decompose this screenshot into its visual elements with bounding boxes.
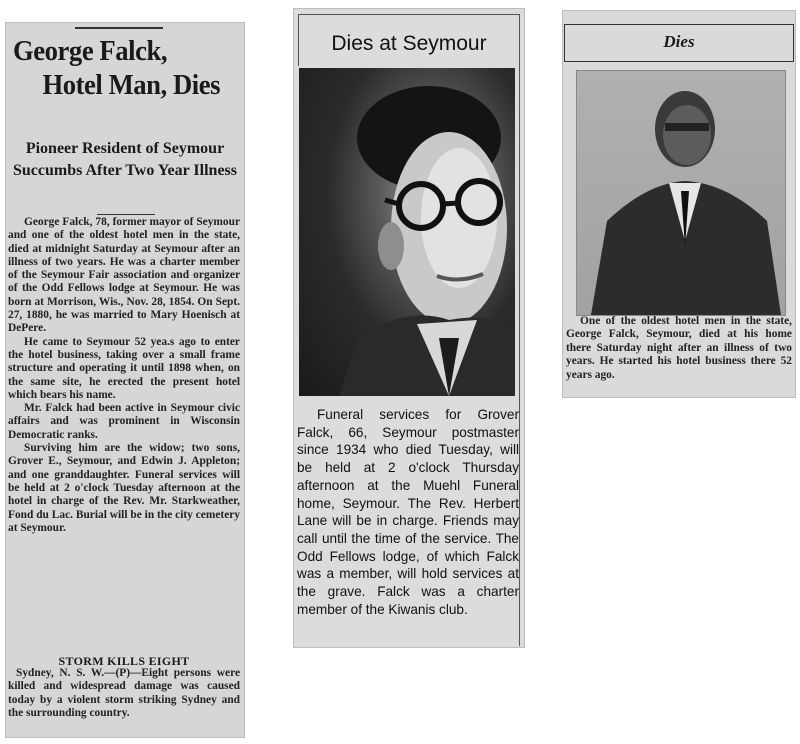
top-rule	[75, 27, 163, 29]
portrait-drawing	[577, 71, 785, 315]
storm-text: Sydney, N. S. W.—(P)—Eight persons were killed and widespread damage was caused today by a violent storm striking Sydney and the surrounding country.	[8, 667, 240, 719]
headline	[13, 34, 226, 102]
frame-line	[298, 14, 520, 15]
divider-rule	[97, 214, 155, 215]
portrait-photo	[299, 68, 515, 396]
caption-text: One of the oldest hotel men in the state, George Falck, Seymour, died at his home there Saturday night after an illness of two years. He started his hotel business there 52 years ago.	[566, 315, 792, 381]
portrait-photo	[576, 70, 786, 316]
article-body	[8, 216, 240, 535]
paragraph: Surviving him are the widow; two sons, Grover E., Seymour, and Edwin J. Appleton; and one granddaughter. Funeral services will be held at 2 o'clock Tuesday afternoon at the hotel in charge of the Rev. Mr. Starkweather, Fond du Lac. Burial will be in the city cemetery at Seymour.	[8, 442, 240, 534]
frame-line	[519, 14, 520, 646]
headline: Dies	[663, 32, 695, 51]
paragraph: George Falck, 78, former mayor of Seymour and one of the oldest hotel men in the state, died at midnight Saturday at Seymour after an illness of two years. He was a charter member of the Seymour Fair association and organizer of the Odd Fellows lodge at Seymour. He was born at Morrison, Wis., Nov. 28, 1854. On Sept. 27, 1880, he was married to Mary Hoenisch at DePere.	[8, 216, 240, 335]
portrait-drawing	[299, 68, 515, 396]
storm-headline: STORM KILLS EIGHT	[58, 654, 190, 668]
article-body	[297, 406, 519, 618]
photo-caption	[566, 315, 792, 382]
paragraph: Mr. Falck had been active in Seymour civic affairs and was prominent in Wisconsin Democratic ranks.	[8, 402, 240, 441]
subheadline: Pioneer Resident of Seymour Succumbs After Two Year Illness	[12, 140, 237, 179]
obituary-clipping-george-falck	[5, 22, 245, 738]
article-text: Funeral services for Grover Falck, 66, Seymour postmaster since 1934 who died Tuesday, will be held at 2 o'clock Thursday afternoon at the Muehl Funeral home, Seymour. The Rev. Herbert Lane will be in charge. Friends may call until the time of the service. The Odd Fellows lodge, of which Falck was a member, will hold services at the grave. Falck was a charter member of the Kiwanis club.	[297, 407, 519, 617]
paragraph: He came to Seymour 52 yea.s ago to enter the hotel business, taking over a small frame structure and operating it until 1898 when, on the same site, he erected the present hotel which bears his name.	[8, 335, 240, 401]
headline: Dies at Seymour	[331, 32, 487, 55]
photo-caption-clipping	[562, 10, 796, 398]
obituary-clipping-grover-falck	[293, 8, 525, 648]
storm-article	[8, 667, 240, 720]
headline-line-2: Hotel Man, Dies	[42, 69, 221, 101]
headline-line-1: George Falck,	[13, 35, 168, 67]
